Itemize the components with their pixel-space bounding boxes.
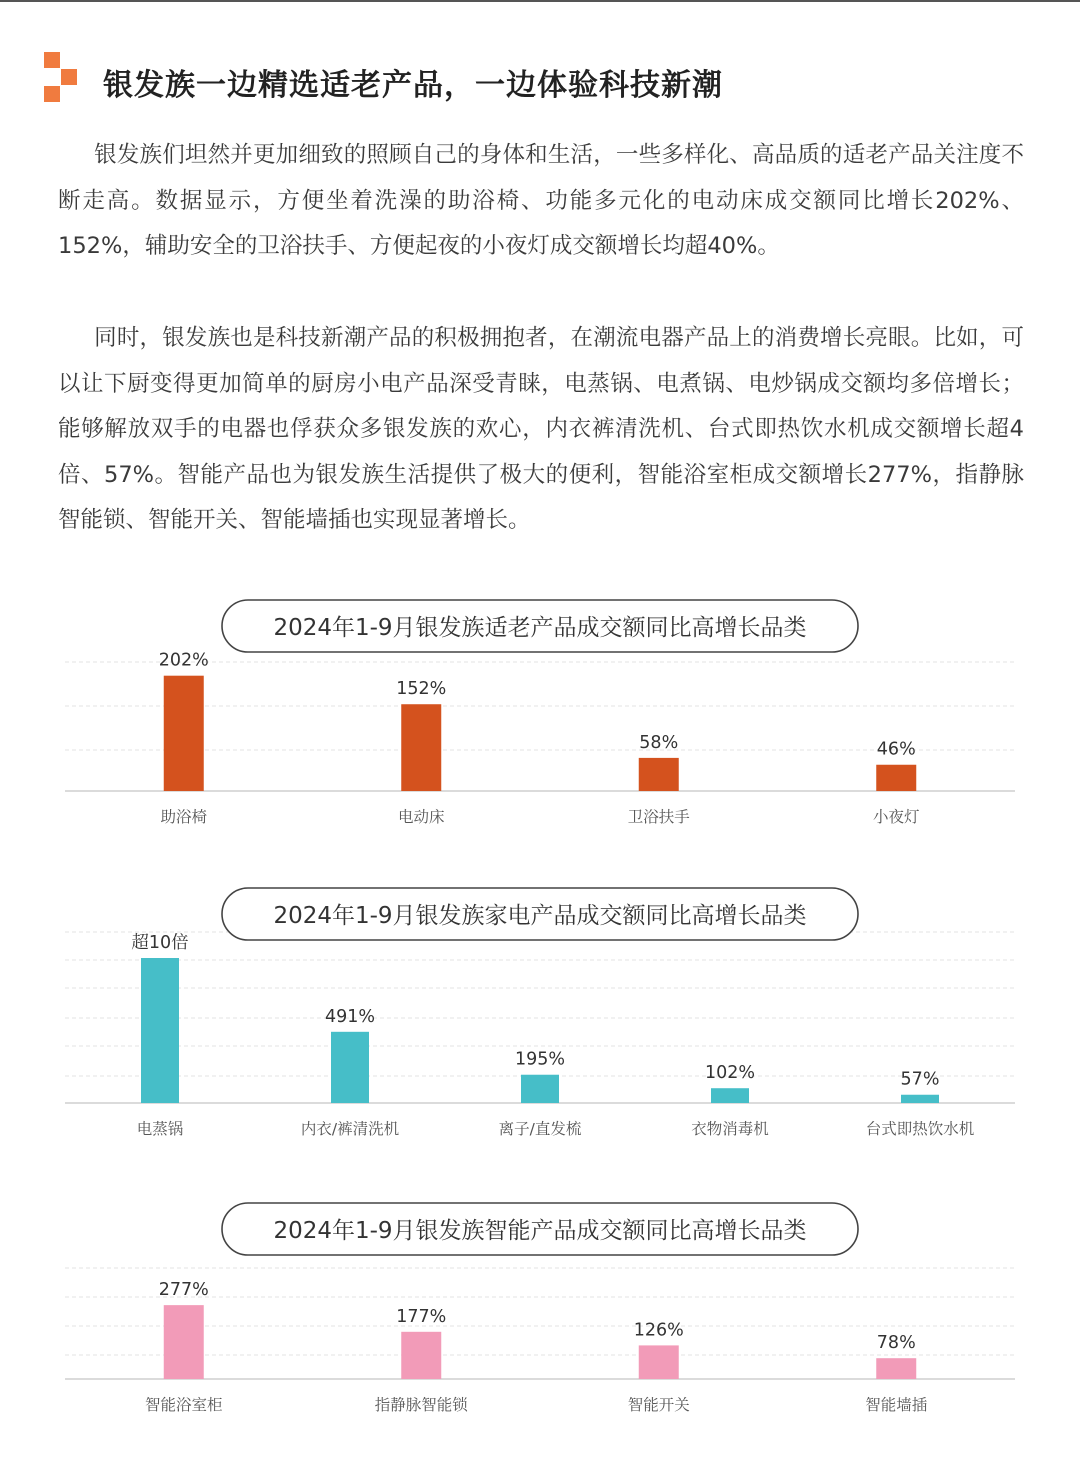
chart-title: 2024年1-9月银发族智能产品成交额同比高增长品类 [273,1218,807,1244]
category-label: 衣物消毒机 [691,1120,769,1138]
category-label: 内衣/裤清洗机 [300,1120,400,1138]
data-label: 超10倍 [131,933,189,953]
bar [141,958,179,1103]
paragraph-tech-products [58,316,1024,544]
chart-svg [0,1195,1080,1425]
section-title: 银发族一边精选适老产品，一边体验科技新潮 [103,68,723,103]
chart-title: 2024年1-9月银发族适老产品成交额同比高增长品类 [273,615,807,641]
data-label: 491% [324,1006,376,1027]
data-label: 57% [900,1069,940,1090]
paragraph-tech-products-text: 同时，银发族也是科技新潮产品的积极拥抱者，在潮流电器产品上的消费增长亮眼。比如，可以让下厨变得更加简单的厨房小电产品深受青睐，电蒸锅、电煮锅、电炒锅成交额均多倍增长；能够解放双手的电器也俘获众多银发族的欢心，内衣裤清洗机、台式即热饮水机成交额增长超4倍、57%。智能产品也为银发族生活提供了极大的便利，智能浴室柜成交额增长277%，指静脉智能锁、智能开关、智能墙插也实现显著增长。 [58,325,1024,533]
paragraph-aging-products-text: 银发族们坦然并更加细致的照顾自己的身体和生活，一些多样化、高品质的适老产品关注度不断走高。数据显示，方便坐着洗澡的助浴椅、功能多元化的电动床成交额同比增长202%、152%，辅助安全的卫浴扶手、方便起夜的小夜灯成交额增长均超40%。 [58,142,1024,259]
category-label: 智能开关 [627,1396,690,1414]
bar [164,676,204,791]
category-label: 电蒸锅 [136,1120,184,1138]
data-label: 195% [514,1049,566,1070]
bar [331,1032,369,1103]
data-label: 78% [876,1333,916,1354]
chart-aging-products [0,592,1080,832]
bar [401,1332,441,1379]
data-label: 46% [876,739,916,760]
chart-svg [0,592,1080,832]
data-label: 152% [396,679,447,700]
bar [401,704,441,791]
bar [164,1305,204,1379]
category-label: 电动床 [397,808,445,826]
chart-svg [0,880,1080,1150]
category-label: 台式即热饮水机 [865,1120,975,1138]
chart-title: 2024年1-9月银发族家电产品成交额同比高增长品类 [273,903,807,929]
data-label: 177% [396,1306,447,1327]
category-label: 智能浴室柜 [144,1396,223,1414]
paragraph-aging-products [58,133,1024,270]
section-logo-icon [44,52,84,106]
category-label: 指静脉智能锁 [374,1396,468,1414]
category-label: 卫浴扶手 [627,808,690,826]
bar [876,765,916,791]
chart-smart-products [0,1195,1080,1425]
top-divider [0,0,1080,2]
data-label: 126% [633,1320,684,1341]
category-label: 助浴椅 [160,808,208,826]
bar [639,758,679,791]
category-label: 智能墙插 [865,1396,928,1414]
data-label: 102% [704,1063,756,1084]
bar [711,1088,749,1103]
chart-appliance-products [0,880,1080,1150]
bar [876,1358,916,1379]
category-label: 小夜灯 [872,808,920,826]
bar [639,1345,679,1379]
bar [901,1095,939,1103]
data-label: 58% [639,732,679,753]
category-label: 离子/直发梳 [498,1120,582,1138]
data-label: 202% [158,650,209,671]
data-label: 277% [158,1280,209,1301]
bar [521,1075,559,1103]
